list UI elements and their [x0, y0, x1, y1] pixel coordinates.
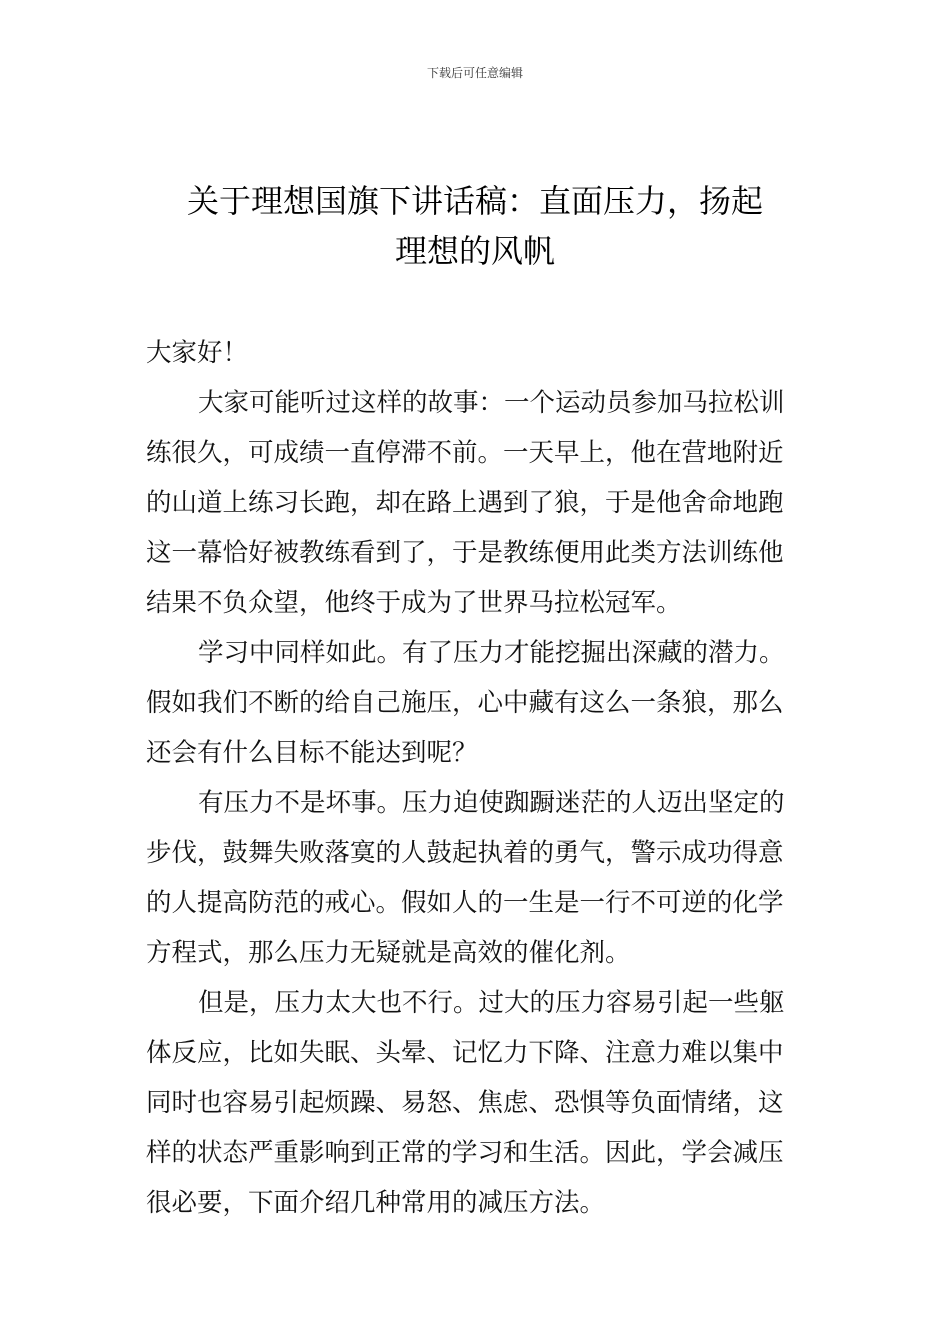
body-line: 还会有什么目标不能达到呢？: [146, 738, 478, 768]
body-line: 这一幕恰好被教练看到了，于是教练便用此类方法训练他: [146, 538, 784, 568]
body-line: 方程式，那么压力无疑就是高效的催化剂。: [146, 938, 631, 968]
body-text: [146, 328, 810, 1228]
body-line: 但是，压力太大也不行。过大的压力容易引起一些躯: [198, 988, 785, 1018]
body-line: 学习中同样如此。有了压力才能挖掘出深藏的潜力。: [198, 638, 785, 668]
body-line: 练很久，可成绩一直停滞不前。一天早上，他在营地附近: [146, 438, 784, 468]
header-note: 下载后可任意编辑: [426, 66, 523, 80]
title-line: 关于理想国旗下讲话稿：直面压力，扬起: [186, 182, 763, 220]
body-line: 假如我们不断的给自己施压，心中藏有这么一条狼，那么: [146, 688, 784, 718]
document-title: [140, 176, 810, 276]
body-line: 的人提高防范的戒心。假如人的一生是一行不可逆的化学: [146, 888, 784, 918]
body-line: 结果不负众望，他终于成为了世界马拉松冠军。: [146, 588, 682, 618]
title-line: 理想的风帆: [394, 232, 555, 270]
body-line: 体反应，比如失眠、头晕、记忆力下降、注意力难以集中: [146, 1038, 784, 1068]
body-line: 大家可能听过这样的故事：一个运动员参加马拉松训: [198, 388, 785, 418]
body-line: 很必要，下面介绍几种常用的减压方法。: [146, 1188, 606, 1218]
body-line: 大家好！: [146, 338, 249, 368]
body-line: 的山道上练习长跑，却在路上遇到了狼，于是他舍命地跑: [146, 488, 784, 518]
body-line: 同时也容易引起烦躁、易怒、焦虑、恐惧等负面情绪，这: [146, 1088, 784, 1118]
body-line: 样的状态严重影响到正常的学习和生活。因此，学会减压: [146, 1138, 784, 1168]
body-line: 步伐，鼓舞失败落寞的人鼓起执着的勇气，警示成功得意: [146, 838, 784, 868]
body-line: 有压力不是坏事。压力迫使踟蹰迷茫的人迈出坚定的: [198, 788, 785, 818]
